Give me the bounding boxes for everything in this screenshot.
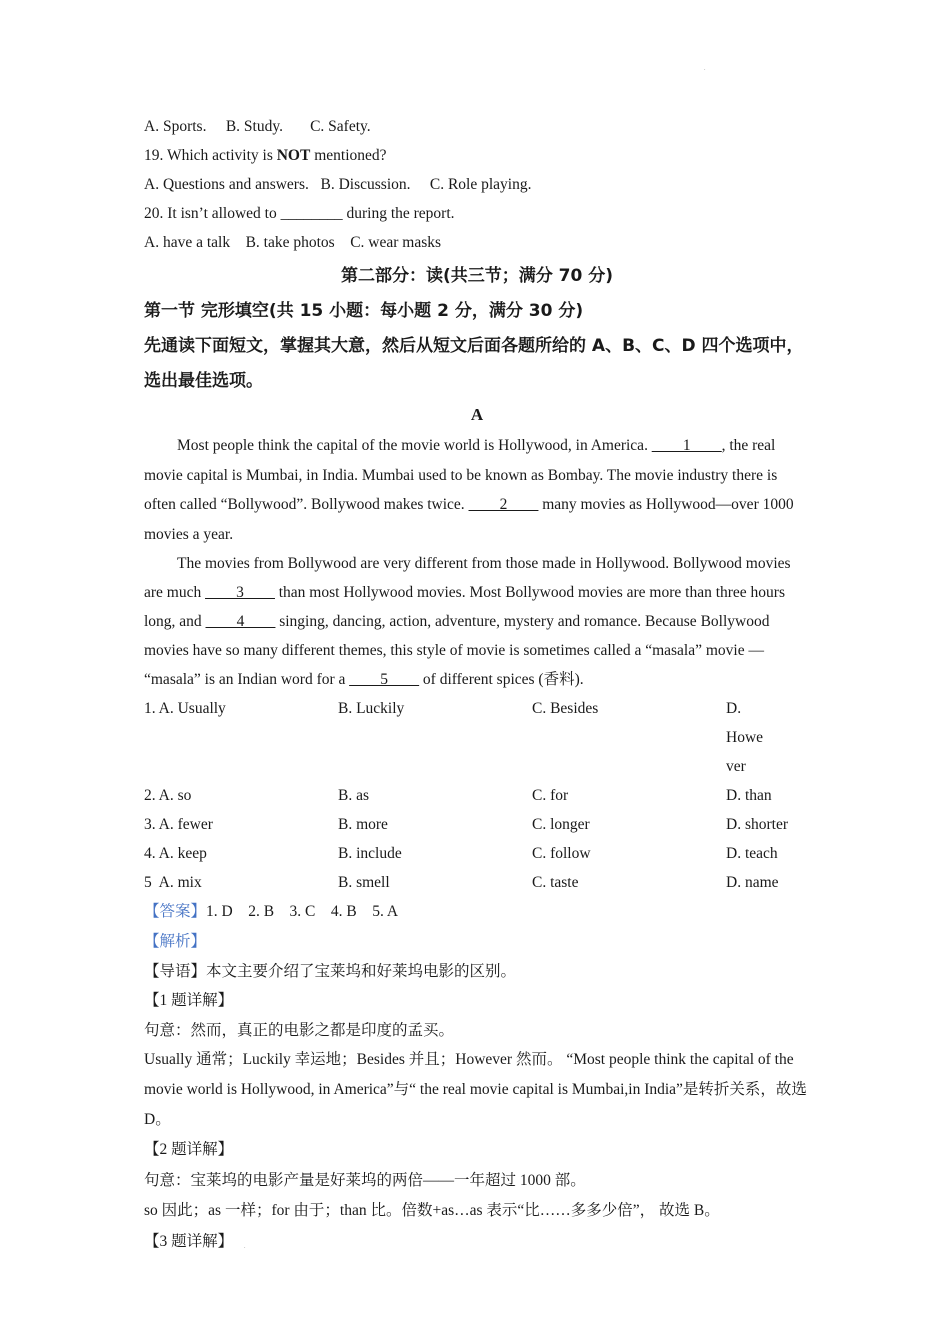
page-mark-top: . (704, 66, 706, 72)
para1-text-3: many movies as Hollywood—over 1000 movies a year. (144, 496, 794, 543)
choice-2d: D. than (726, 787, 772, 804)
choice-3d: D. shorter (726, 816, 788, 833)
choice-row-1 (144, 694, 810, 781)
choice-3c: C. longer (532, 816, 590, 833)
detail-2-title: 【2 题详解】 (144, 1141, 234, 1158)
choice-4d: D. teach (726, 845, 778, 862)
q20-options: A. have a talk B. take photos C. wear masks (144, 234, 442, 251)
blank-2: ____2____ (468, 496, 539, 513)
part2-title: 第二部分：读(共三节；满分 70 分) (340, 266, 614, 286)
analysis-label: 【解析】 (144, 933, 207, 950)
choice-2c: C. for (532, 787, 569, 804)
para2-text-1: The movies from Bollywood are very different from those made in Hollywood. Bollywood movies are much (144, 555, 791, 601)
choice-1c: C. Besides (532, 700, 599, 717)
choice-row-5 (144, 868, 810, 897)
para2-text-3: singing, dancing, action, adventure, mystery and romance. Because Bollywood movies have so many different themes, this style of movie is sometimes called a “masala” movie — “masala” is an Indian word for a (144, 613, 770, 688)
q19-text: 19. Which activity is (144, 147, 277, 164)
choice-1a: 1. A. Usually (144, 700, 226, 717)
q19-options: A. Questions and answers. B. Discussion. C. Role playing. (144, 176, 532, 193)
choice-2a: 2. A. so (144, 787, 192, 804)
question-20: 20. It isn’t allowed to ________ during the report. (144, 205, 455, 222)
q18-options: A. Sports. B. Study. C. Safety. (144, 118, 371, 135)
detail-2-meaning: 句意：宝莱坞的电影产量是好莱坞的两倍——一年超过 1000 部。 (144, 1172, 586, 1189)
choice-1b: B. Luckily (338, 700, 405, 717)
blank-1: ____1____ (651, 437, 722, 454)
detail-1-title: 【1 题详解】 (144, 992, 234, 1009)
intro-text: 【导语】本文主要介绍了宝莱坞和好莱坞电影的区别。 (144, 963, 517, 980)
choice-5a: 5 A. mix (144, 874, 202, 891)
blank-4: ____4____ (205, 613, 276, 630)
para1-text-1: Most people think the capital of the movie world is Hollywood, in America. (177, 437, 652, 454)
choice-5d: D. name (726, 874, 779, 891)
detail-3-title: 【3 题详解】 (144, 1233, 234, 1250)
question-19 (144, 141, 810, 170)
choice-4c: C. follow (532, 845, 591, 862)
choice-row-4 (144, 839, 810, 868)
choice-4b: B. include (338, 845, 402, 862)
answer-label: 【答案】 (144, 903, 207, 920)
choice-2b: B. as (338, 787, 369, 804)
choice-5b: B. smell (338, 874, 390, 891)
answer-line (144, 897, 810, 926)
para1-text-2: , the real movie capital is Mumbai, in India. Mumbai used to be known as Bombay. The movie industry there is often called “Bollywood”. Bollywood makes twice. (144, 437, 778, 513)
blank-3: ____3____ (205, 584, 275, 601)
passage-paragraph-1 (144, 431, 810, 549)
section1-title: 第一节 完形填空(共 15 小题：每小题 2 分，满分 30 分) (144, 301, 584, 321)
q19-suffix: mentioned? (310, 147, 387, 164)
choice-1d: D. However (726, 700, 764, 775)
blank-5: ____5____ (349, 671, 420, 688)
q19-emphasis: NOT (276, 147, 311, 164)
detail-1-explanation: Usually 通常；Luckily 幸运地；Besides 并且；However 然而。 “Most people think the capital of the movie world is Hollywood, in America”与“ the real movie capital is Mumbai,in India”是转折关系，故选 D。 (144, 1051, 807, 1128)
choice-3a: 3. A. fewer (144, 816, 213, 833)
choice-4a: 4. A. keep (144, 845, 207, 862)
para2-text-4: of different spices (香料). (419, 671, 584, 688)
choice-row-3 (144, 810, 810, 839)
choices-list (144, 694, 810, 897)
detail-2-explanation: so 因此；as 一样；for 由于；than 比。倍数+as…as 表示“比……多多少倍”， 故选 B。 (144, 1202, 720, 1219)
detail-1-meaning: 句意：然而，真正的电影之都是印度的孟买。 (144, 1022, 455, 1039)
answer-text: 1. D 2. B 3. C 4. B 5. A (206, 903, 399, 920)
para2-text-2: than most Hollywood movies. Most Bollywood movies are more than three hours long, and (144, 584, 786, 630)
document-page (144, 112, 810, 1257)
instructions: 先通读下面短文，掌握其大意，然后从短文后面各题所给的 A、B、C、D 四个选项中，选出最佳选项。 (144, 336, 804, 391)
choice-3b: B. more (338, 816, 388, 833)
choice-5c: C. taste (532, 874, 579, 891)
choice-row-2 (144, 781, 810, 810)
passage-paragraph-2 (144, 549, 810, 694)
passage-label: A (470, 405, 484, 424)
page-mark-bottom: . (244, 1244, 246, 1250)
